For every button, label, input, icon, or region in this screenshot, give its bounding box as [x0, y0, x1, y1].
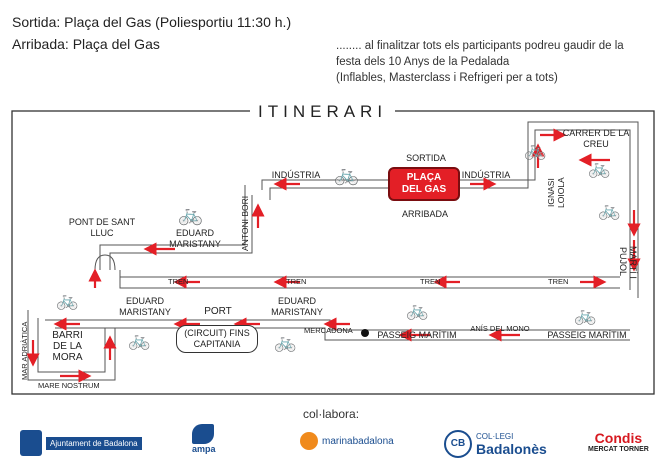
- bike-icon: 🚲: [598, 200, 621, 220]
- condis-sub: MERCAT TORNER: [588, 446, 649, 453]
- street-passeig-maritim-right: PASSEIG MARÍTIM: [547, 330, 627, 340]
- finish-info: Arribada: Plaça del Gas: [12, 36, 160, 52]
- bike-icon: 🚲: [56, 290, 79, 310]
- street-antoni-bori: ANTONI BORI: [240, 195, 250, 251]
- coat-of-arms-icon: [20, 430, 42, 456]
- logo-ampa: [192, 424, 262, 454]
- route-lines: [28, 122, 638, 380]
- street-passeig-maritim-left: PASSEIG MARÍTIM: [377, 330, 457, 340]
- bike-icon: 🚲: [574, 305, 597, 325]
- street-industria-right: INDÚSTRIA: [461, 170, 511, 180]
- bike-icon: 🚲: [406, 300, 429, 320]
- street-industria-left: INDÚSTRIA: [271, 170, 321, 180]
- street-ignasi-loiola: IGNASI LOIOLA: [546, 177, 566, 209]
- cb-icon: CB: [444, 430, 472, 458]
- label-tren: TREN: [420, 277, 441, 286]
- logo-marina: [300, 432, 394, 450]
- star-icon: [300, 432, 318, 450]
- map-frame: [12, 111, 654, 394]
- start-info: Sortida: Plaça del Gas (Poliesportiu 11:30 h.): [12, 14, 292, 30]
- street-mare-nostrum: MARE NOSTRUM: [38, 381, 100, 390]
- mercadona-dot: [361, 329, 369, 337]
- bike-icon: 🚲: [128, 330, 151, 350]
- ajuntament-text: Ajuntament de Badalona: [46, 437, 142, 450]
- street-eduard-maristany-mid: EDUARD MARISTANY: [271, 296, 323, 317]
- street-carrer-creu: CARRER DE LA CREU: [562, 128, 630, 149]
- note-line: ........ al finalitzar tots els participants podreu gaudir de la: [336, 40, 624, 52]
- logo-condis: [588, 430, 649, 453]
- start-finish-box: PLAÇA DEL GAS: [388, 167, 460, 201]
- label-tren: TREN: [286, 277, 307, 286]
- col-legi-line: Badalonès: [476, 440, 547, 457]
- col-legi-line: COL·LEGI: [476, 431, 514, 441]
- street-mar-adriatica: MAR ADRIÀTICA: [20, 321, 29, 381]
- ampa-text: ampa: [192, 444, 216, 454]
- logo-ajuntament: [20, 430, 142, 456]
- condis-text: Condis: [594, 430, 643, 446]
- ampa-icon: [192, 424, 214, 444]
- label-mercadona: MERCADONA: [304, 326, 353, 335]
- label-sortida: SORTIDA: [406, 153, 446, 163]
- label-port: PORT: [204, 306, 232, 317]
- label-anis-del-mono: ANÍS DEL MONO: [470, 324, 530, 333]
- bike-icon: 🚲: [334, 164, 359, 186]
- col-legi-text: [476, 432, 547, 457]
- label-tren: TREN: [548, 277, 569, 286]
- label-arribada: ARRIBADA: [401, 209, 448, 219]
- street-eduard-maristany-left: EDUARD MARISTANY: [119, 296, 171, 317]
- label-tren: TREN: [168, 277, 189, 286]
- label-circuit-capitania: (CIRCUIT) FINS CAPITANIA: [176, 325, 258, 353]
- bike-icon: 🚲: [178, 204, 203, 226]
- marina-text: marinabadalona: [322, 435, 394, 447]
- bike-icon: 🚲: [274, 332, 297, 352]
- map-title: ITINERARI: [250, 102, 395, 122]
- collabora-label: col·labora:: [303, 407, 360, 421]
- logo-col-legi: [444, 430, 547, 458]
- street-marti-pujol: MARTÍ I PUJOL: [618, 245, 638, 279]
- street-eduard-maristany-top: EDUARD MARISTANY: [169, 228, 221, 249]
- bike-icon: 🚲: [588, 158, 611, 178]
- note-line: festa dels 10 Anys de la Pedalada: [336, 56, 510, 68]
- bike-icon: 🚲: [524, 140, 547, 160]
- label-barri-mora: BARRI DE LA MORA: [52, 330, 83, 363]
- note-line: (Inflables, Masterclass i Refrigeri per a tots): [336, 72, 558, 84]
- label-pont-sant-lluc: PONT DE SANT LLUC: [68, 217, 136, 238]
